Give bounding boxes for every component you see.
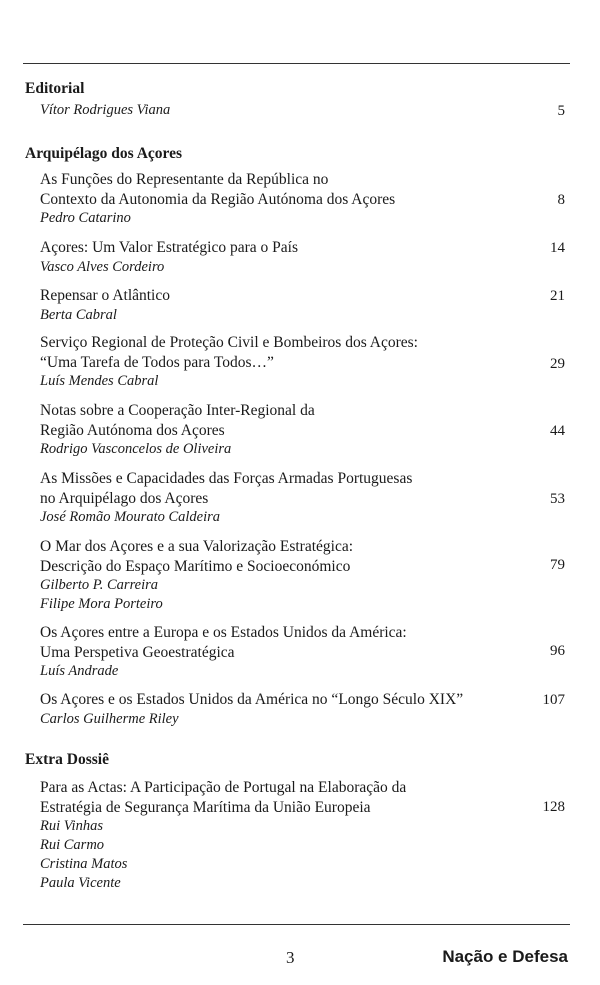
toc-entry[interactable]: [40, 101, 470, 120]
entry-page: 5: [557, 103, 565, 119]
entry-author: Gilberto P. Carreira: [40, 577, 159, 593]
entry-page: 53: [550, 491, 565, 507]
entry-title-line: Repensar o Atlântico: [40, 287, 170, 304]
entry-page: 14: [550, 240, 565, 256]
entry-author: Vasco Alves Cordeiro: [40, 258, 165, 275]
toc-entry[interactable]: [40, 333, 470, 391]
toc-entry[interactable]: [40, 286, 470, 325]
entry-author: Vítor Rodrigues Viana: [40, 102, 171, 118]
section-title-acores: Arquipélago dos Açores: [25, 145, 183, 162]
toc-entry[interactable]: [40, 238, 470, 277]
entry-author: Luís Mendes Cabral: [40, 373, 159, 389]
entry-title-line: Os Açores entre a Europa e os Estados Unidos da América:: [40, 624, 407, 641]
section-title-extra: Extra Dossiê: [25, 751, 109, 768]
entry-author: Carlos Guilherme Riley: [40, 710, 179, 727]
entry-page: 128: [542, 799, 565, 815]
section-title-editorial: Editorial: [25, 80, 85, 97]
footer-page-number: 3: [286, 948, 295, 967]
entry-page: 44: [550, 423, 565, 439]
entry-author: Berta Cabral: [40, 306, 117, 323]
entry-author: Paula Vicente: [40, 875, 121, 891]
toc-entry[interactable]: [40, 401, 470, 459]
entry-title-line: Descrição do Espaço Marítimo e Socioeconómico: [40, 557, 351, 575]
entry-title-line: Os Açores e os Estados Unidos da América no “Longo Século XIX”: [40, 691, 464, 708]
top-rule: [23, 63, 570, 64]
entry-page: 79: [550, 557, 565, 573]
entry-author: Luís Andrade: [40, 663, 119, 679]
entry-title-line: Notas sobre a Cooperação Inter-Regional da: [40, 402, 315, 419]
entry-author: Pedro Catarino: [40, 210, 131, 226]
entry-author: Rui Carmo: [40, 837, 105, 853]
footer-magazine-title: Nação e Defesa: [442, 947, 568, 966]
entry-title-line: Estratégia de Segurança Marítima da União Europeia: [40, 798, 371, 816]
entry-page: 29: [550, 356, 565, 372]
entry-page: 21: [550, 288, 565, 304]
entry-title-line: Uma Perspetiva Geoestratégica: [40, 643, 235, 661]
entry-author: Rui Vinhas: [40, 818, 103, 834]
toc-entry[interactable]: [40, 690, 470, 729]
entry-page: 96: [550, 643, 565, 659]
toc-entry[interactable]: [40, 623, 470, 681]
entry-title-line: As Missões e Capacidades das Forças Armadas Portuguesas: [40, 470, 413, 487]
toc-entry[interactable]: [40, 778, 470, 893]
entry-title-line: “Uma Tarefa de Todos para Todos…”: [40, 353, 274, 371]
entry-page: 107: [542, 692, 565, 708]
entry-title-line: Contexto da Autonomia da Região Autónoma dos Açores: [40, 190, 396, 208]
toc-entry[interactable]: [40, 537, 470, 614]
entry-author: Filipe Mora Porteiro: [40, 596, 163, 612]
toc-entry[interactable]: [40, 170, 470, 228]
entry-page: 8: [557, 192, 565, 208]
entry-author: Rodrigo Vasconcelos de Oliveira: [40, 441, 232, 457]
entry-title-line: Região Autónoma dos Açores: [40, 421, 225, 439]
bottom-rule: [23, 924, 570, 925]
entry-title-line: no Arquipélago dos Açores: [40, 489, 209, 507]
entry-title-line: Serviço Regional de Proteção Civil e Bombeiros dos Açores:: [40, 334, 418, 351]
entry-author: Cristina Matos: [40, 856, 128, 872]
entry-title-line: Para as Actas: A Participação de Portugal na Elaboração da: [40, 779, 407, 796]
entry-title-line: O Mar dos Açores e a sua Valorização Estratégica:: [40, 538, 354, 555]
entry-author: José Romão Mourato Caldeira: [40, 509, 221, 525]
entry-title-line: As Funções do Representante da República no: [40, 171, 329, 188]
toc-entry[interactable]: [40, 469, 470, 527]
entry-title-line: Açores: Um Valor Estratégico para o País: [40, 239, 298, 256]
